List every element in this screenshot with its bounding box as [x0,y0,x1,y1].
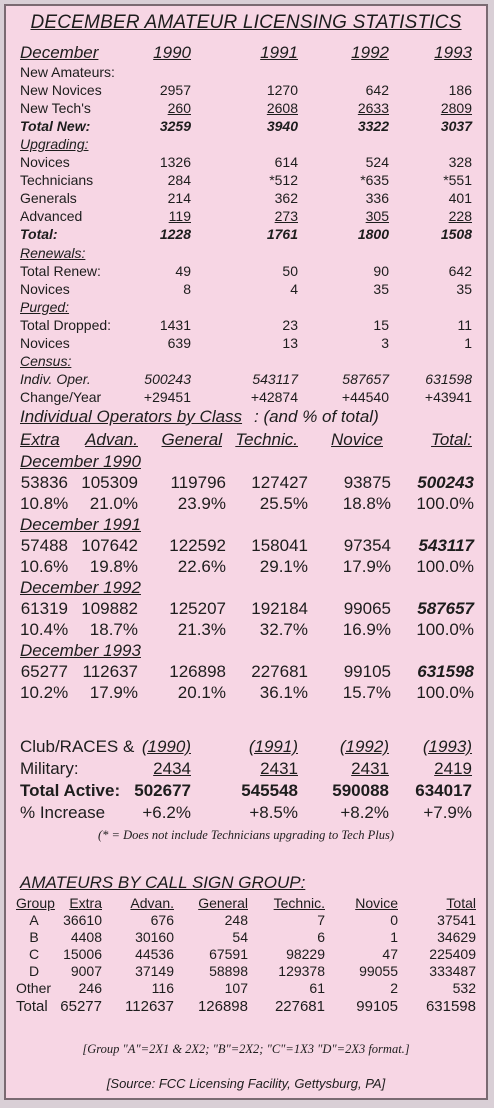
callsign-cell: B [29,929,39,945]
stats-row [6,299,486,316]
callsign-cell: 2 [390,980,398,996]
class-column: Advan. [85,430,138,449]
class-pcts-value: 16.9% [342,619,391,639]
class-year-label: December 1991 [20,515,141,534]
stats-value: 639 [167,334,191,351]
stats-value: 336 [365,190,389,207]
class-counts-value: 119796 [170,473,226,492]
stats-value: 1508 [440,226,472,243]
callsign-cell: 532 [452,980,476,996]
callsign-cell: 54 [232,929,248,945]
class-counts-value: 99065 [343,599,391,618]
stats-label: Renewals: [20,244,86,261]
stats-page [4,4,488,1100]
stats-value: 214 [167,190,191,207]
class-pcts-value: 10.4% [20,619,69,639]
class-counts-value: 125207 [169,599,226,618]
stats-value: 4 [290,280,298,297]
stats-value: 587657 [342,370,389,387]
callsign-total-cell: 112637 [125,998,174,1015]
class-counts-row [6,662,486,682]
stats-value: 1228 [159,226,191,243]
callsign-cell: 4408 [70,929,102,945]
class-pcts-row [6,620,486,640]
class-year-heading [6,578,486,598]
stats-value: 13 [282,334,298,351]
military-row [6,758,486,780]
callsign-cell: 246 [78,980,102,996]
callsign-cell: C [28,946,40,962]
stats-label: Upgrading: [20,136,89,153]
class-counts-value: 93875 [343,473,391,492]
class-pcts-value: 10.2% [20,682,69,702]
callsign-header [6,895,486,912]
stats-value: 284 [167,172,191,189]
stats-label: Total New: [20,118,91,135]
class-pcts-value: 29.1% [259,556,308,576]
class-pcts-value: 25.5% [259,493,308,513]
callsign-column: General [198,895,248,911]
military-label: Military: [20,759,79,778]
class-counts-value: 105309 [81,473,138,492]
stats-row [6,245,486,262]
class-counts-value: 97354 [343,536,391,555]
class-pcts-value: 23.9% [177,493,226,513]
stats-value: 642 [365,82,389,99]
stats-value: +44540 [341,388,389,405]
stats-value: 35 [373,280,389,297]
class-column: Novice [331,430,383,449]
header-year: 1993 [434,43,472,62]
class-pcts-value: 32.7% [259,619,308,639]
class-column: Total: [431,430,472,449]
class-pcts-value: 17.9% [342,556,391,576]
club-row [6,736,486,758]
stats-value: 49 [175,262,191,279]
stats-label: Novices [20,154,70,171]
callsign-column: Total [446,895,476,911]
class-pcts-value: 10.8% [20,493,69,513]
header-row [6,44,486,61]
club-year: (1991) [248,737,298,756]
stats-value: 614 [274,154,298,171]
stats-value: 119 [168,208,191,225]
callsign-cell: 34629 [437,929,476,945]
callsign-cell: 1 [390,929,398,945]
class-counts-value: 109882 [81,599,138,618]
stats-value: 500243 [144,370,191,387]
stats-label: Total Dropped: [20,316,112,333]
stats-value: 2957 [159,82,191,99]
military-value: 2431 [260,759,298,778]
header-year: 1992 [351,43,389,62]
stats-value: 2809 [440,100,472,117]
total-active-value: 634017 [415,781,472,800]
stats-value: 524 [365,154,389,171]
stats-label: Total: [20,226,58,243]
callsign-cell: 99055 [359,963,398,979]
callsign-cell: 30160 [135,929,174,945]
class-pcts-value: 22.6% [177,556,226,576]
stats-value: 186 [448,82,472,99]
stats-row [6,154,486,171]
stats-value: 543117 [252,370,298,387]
stats-label: New Tech's [20,100,91,117]
stats-row [6,118,486,135]
callsign-cell: 15006 [63,946,102,962]
class-counts-value: 158041 [251,536,308,555]
stats-value: 1270 [266,82,298,99]
class-counts-value: 631598 [417,662,474,681]
total-active-row [6,780,486,802]
stats-value: 273 [274,208,298,225]
stats-value: 35 [456,280,472,297]
stats-label: New Novices [20,82,102,99]
class-year-heading [6,452,486,472]
stats-label: Change/Year [20,388,102,405]
stats-value: 1761 [266,226,298,243]
callsign-column: Advan. [130,895,174,911]
class-counts-value: 126898 [169,662,226,681]
stats-label: Technicians [20,172,94,189]
callsign-cell: 129378 [278,963,325,979]
stats-value: 50 [282,262,298,279]
class-pcts-value: 100.0% [416,556,474,576]
stats-value: 3322 [357,118,389,135]
callsign-cell: 248 [224,912,248,928]
stats-row [6,190,486,207]
stats-row [6,263,486,280]
stats-label: Novices [20,280,70,297]
callsign-cell: D [28,963,40,979]
stats-label: Novices [20,334,70,351]
stats-value: 3 [381,334,389,351]
callsign-cell: 676 [150,912,174,928]
class-year-label: December 1992 [20,578,141,597]
class-pcts-value: 100.0% [416,493,474,513]
class-pcts-value: 15.7% [342,682,391,702]
stats-value: 642 [448,262,472,279]
pct-increase-label: % Increase [20,803,106,822]
callsign-cell: 47 [382,946,398,962]
class-counts-row [6,536,486,556]
stats-label: New Amateurs: [20,64,115,80]
class-counts-value: 99105 [343,662,391,681]
class-column: Extra [20,430,60,449]
stats-row [6,389,486,406]
stats-value: 8 [183,280,191,297]
callsign-total-cell: 227681 [274,998,325,1015]
stats-value: *551 [443,172,472,189]
stats-value: 3259 [159,118,191,135]
callsign-total-cell: 631598 [425,998,476,1015]
stats-label: Advanced [20,208,83,225]
source: [Source: FCC Licensing Facility, Gettysburg, PA] [106,1076,386,1091]
callsign-cell: 7 [317,912,325,928]
stats-value: 1431 [159,316,191,333]
class-year-label: December 1993 [20,641,141,660]
callsign-cell: 116 [151,980,174,996]
stats-value: 11 [457,316,472,333]
class-pcts-value: 18.7% [89,619,138,639]
class-pcts-value: 20.1% [177,682,226,702]
class-counts-value: 543117 [418,536,474,555]
class-column: Technic. [235,430,298,449]
class-counts-value: 587657 [417,599,474,618]
callsign-note: [Group "A"=2X1 & 2X2; "B"=2X2; "C"=1X3 "D"=2X3 format.] [82,1042,410,1056]
military-value: 2434 [153,759,191,778]
callsign-cell: 37541 [437,912,476,928]
class-pcts-row [6,557,486,577]
stats-value: 90 [373,262,389,279]
stats-value: 15 [373,316,389,333]
callsign-cell: 107 [224,980,248,996]
callsign-cell: 333487 [429,963,476,979]
class-heading-sub: : (and % of total) [254,407,379,426]
stats-value: 3940 [266,118,298,135]
total-active-value: 590088 [332,781,389,800]
military-value: 2419 [434,759,472,778]
callsign-column: Technic. [273,895,325,911]
military-value: 2431 [351,759,389,778]
class-pcts-row [6,683,486,703]
class-year-heading [6,641,486,661]
callsign-row [6,980,486,997]
footnote: (* = Does not include Technicians upgrading to Tech Plus) [97,828,395,842]
class-counts-row [6,599,486,619]
callsign-total-cell: 99105 [356,998,398,1015]
pct-increase-value: +6.2% [142,803,191,822]
class-pcts-value: 21.0% [89,493,138,513]
class-counts-value: 122592 [169,536,226,555]
stats-row [6,64,486,81]
class-counts-value: 192184 [251,599,308,618]
stats-row [6,353,486,370]
stats-value: 23 [282,316,298,333]
callsign-cell: A [29,912,39,928]
stats-label: Census: [20,352,72,369]
class-pcts-value: 36.1% [259,682,308,702]
stats-row [6,226,486,243]
class-pcts-row [6,494,486,514]
class-pcts-value: 21.3% [177,619,226,639]
stats-value: +43941 [424,388,472,405]
callsign-total-cell: 65277 [60,998,102,1015]
class-counts-value: 107642 [81,536,138,555]
callsign-total-row [6,998,486,1015]
class-counts-row [6,473,486,493]
callsign-cell: 61 [309,980,325,996]
stats-value: +42874 [250,388,298,405]
stats-value: 1800 [357,226,389,243]
club-year: (1990) [141,737,191,756]
class-counts-value: 112637 [82,662,138,681]
class-columns [6,430,486,450]
stats-value: 1 [464,334,472,351]
class-counts-value: 53836 [20,473,68,492]
stats-value: 2633 [357,100,389,117]
total-active-value: 545548 [241,781,298,800]
class-pcts-value: 19.8% [89,556,138,576]
stats-row [6,335,486,352]
callsign-cell: 6 [317,929,325,945]
class-counts-value: 227681 [251,662,308,681]
callsign-column: Group [16,895,55,911]
stats-value: 1326 [159,154,191,171]
stats-value: 328 [448,154,472,171]
callsign-row [6,912,486,929]
class-year-heading [6,515,486,535]
callsign-title: AMATEURS BY CALL SIGN GROUP: [20,873,306,892]
stats-value: 228 [448,208,472,225]
club-year: (1992) [339,737,389,756]
stats-value: 305 [365,208,389,225]
total-active-value: 502677 [134,781,191,800]
stats-value: 401 [448,190,472,207]
callsign-cell: 58898 [209,963,248,979]
class-pcts-value: 17.9% [89,682,138,702]
total-active-label: Total Active: [20,781,121,800]
stats-row [6,82,486,99]
pct-increase-value: +7.9% [423,803,472,822]
stats-label: Purged: [20,298,70,315]
class-pcts-value: 100.0% [416,682,474,702]
pct-increase-value: +8.5% [249,803,298,822]
callsign-cell: 44536 [135,946,174,962]
callsign-total-cell: 126898 [197,998,248,1015]
stats-value: 3037 [440,118,472,135]
class-counts-value: 57488 [20,536,68,555]
callsign-cell: 225409 [429,946,476,962]
class-pcts-value: 18.8% [342,493,391,513]
callsign-cell: 9007 [70,963,102,979]
class-pcts-value: 100.0% [416,619,474,639]
stats-value: 362 [274,190,298,207]
callsign-total-cell: Total [16,998,48,1015]
stats-value: 2608 [266,100,298,117]
header-year: 1991 [260,43,298,62]
class-year-label: December 1990 [20,452,141,471]
class-heading-main: Individual Operators by Class [20,407,243,426]
callsign-row [6,946,486,963]
class-counts-value: 65277 [20,662,68,681]
stats-label: Generals [20,190,77,207]
header-year: 1990 [153,43,191,62]
callsign-column: Novice [355,895,398,911]
stats-row [6,371,486,388]
club-label: Club/RACES & [20,737,135,756]
stats-row [6,100,486,117]
stats-row [6,317,486,334]
stats-value: +29451 [143,388,191,405]
stats-value: 631598 [425,370,472,387]
stats-row [6,172,486,189]
pct-increase-value: +8.2% [340,803,389,822]
header-label: December [20,43,99,62]
callsign-cell: 0 [390,912,398,928]
class-column: General [161,430,222,449]
callsign-cell: 98229 [286,946,325,962]
pct-increase-row [6,802,486,824]
callsign-cell: 37149 [135,963,174,979]
club-year: (1993) [422,737,472,756]
callsign-cell: 67591 [209,946,248,962]
stats-value: 260 [167,100,191,117]
callsign-cell: 36610 [63,912,102,928]
stats-label: Total Renew: [20,262,101,279]
stats-value: *512 [269,172,298,189]
callsign-row [6,963,486,980]
stats-row [6,136,486,153]
callsign-row [6,929,486,946]
class-counts-value: 61319 [20,599,68,618]
stats-row [6,208,486,225]
page-title: DECEMBER AMATEUR LICENSING STATISTICS [30,12,462,33]
callsign-cell: Other [16,980,52,996]
class-counts-value: 500243 [417,473,474,492]
stats-label: Indiv. Oper. [20,370,91,387]
class-counts-value: 127427 [251,473,308,492]
class-heading [6,406,486,428]
class-pcts-value: 10.6% [20,556,69,576]
callsign-column: Extra [69,895,102,911]
stats-row [6,281,486,298]
stats-value: *635 [360,172,389,189]
